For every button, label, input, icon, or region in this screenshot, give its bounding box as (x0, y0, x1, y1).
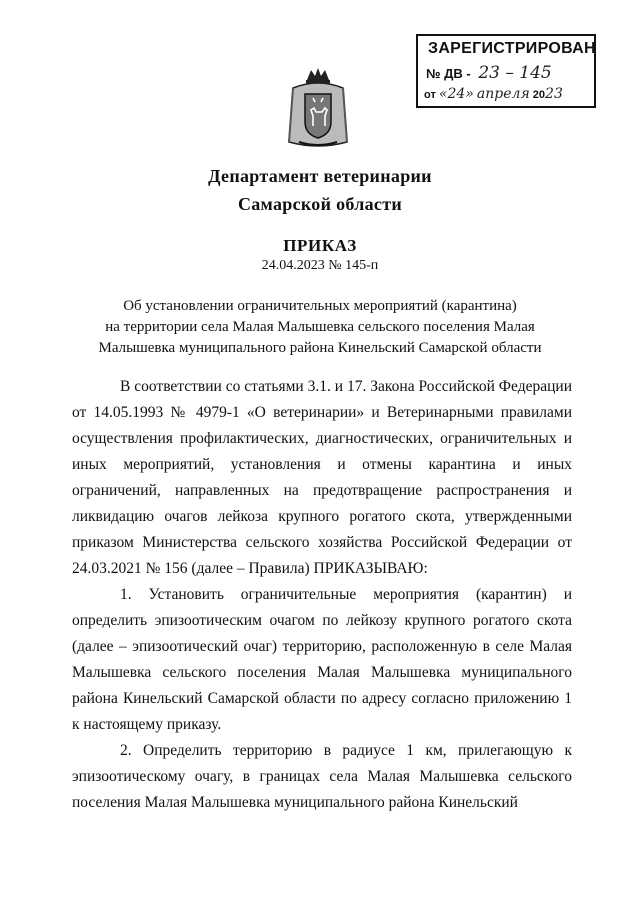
document-body (72, 374, 572, 816)
order-item-2: 2. Определить территорию в радиусе 1 км, прилегающую к эпизоотическому очагу, в границах села Малая Малышевка сельского поселения Малая Малышевка муниципального района Кинельский (72, 742, 572, 811)
stamp-date-row (424, 86, 563, 102)
department-name-line1: Департамент ветеринарии (208, 166, 432, 186)
subject-line: Об установлении ограничительных мероприятий (карантина) (123, 298, 517, 314)
order-item-1: 1. Установить ограничительные мероприятия (карантин) и определить эпизоотическим очагом по лейкозу крупного рогатого скота (далее – эпизоотический очаг) территорию, расположенную в селе Малая Малышевка сельского поселения Малая Малышевка муниципального района Кинельский Самарской области по адресу согласно приложению 1 к настоящему приказу. (72, 586, 572, 733)
subject-line: Малышевка муниципального района Кинельский Самарской области (98, 340, 542, 356)
stamp-year-prefix: 20 (532, 89, 546, 101)
department-name-line2: Самарской области (237, 194, 403, 214)
registration-stamp (416, 34, 596, 108)
coat-of-arms-icon (285, 66, 351, 150)
stamp-date-day: «24» (438, 86, 474, 102)
stamp-year: 23 (545, 86, 563, 102)
stamp-number-row (426, 63, 552, 83)
stamp-number-prefix: № ДВ - (426, 66, 471, 81)
stamp-date-month: апреля (476, 86, 530, 102)
stamp-title: ЗАРЕГИСТРИРОВАН (428, 40, 596, 57)
stamp-number-handwritten: 23 – 145 (478, 63, 552, 83)
stamp-date-prefix: от (424, 89, 436, 101)
subject-line: на территории села Малая Малышевка сельского поселения Малая (105, 319, 535, 335)
document-type-title: ПРИКАЗ (283, 236, 357, 255)
document-date-number: 24.04.2023 № 145-п (261, 258, 379, 273)
document-subject (80, 296, 560, 359)
preamble-paragraph: В соответствии со статьями 3.1. и 17. Закона Российской Федерации от 14.05.1993 № 4979-1 «О ветеринарии» и Ветеринарными правилами осуществления профилактических, диагностических, ограничительных и иных мероприятий, установления и отмены карантина и иных ограничений, направленных на предотвращение распространения и ликвидацию очагов лейкоза крупного рогатого скота, утвержденными приказом Министерства сельского хозяйства Российской Федерации от 24.03.2021 № 156 (далее – Правила) ПРИКАЗЫВАЮ: (72, 378, 572, 577)
